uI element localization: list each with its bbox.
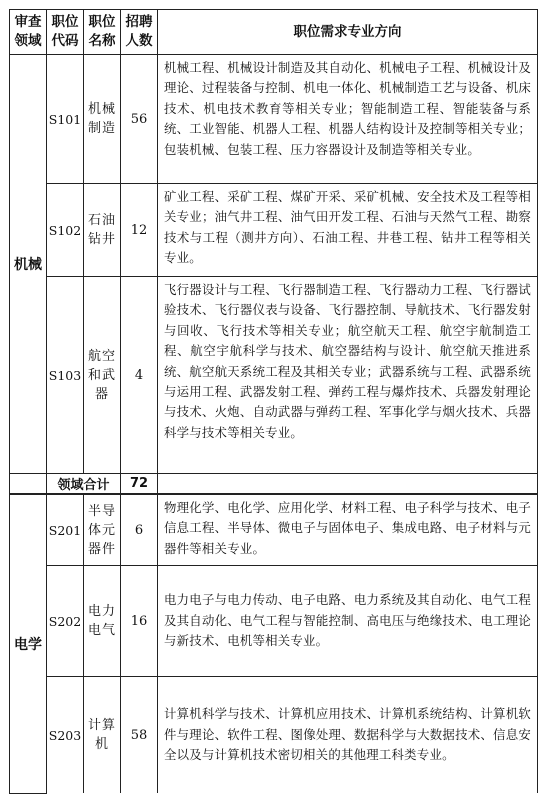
- position-requirements: 电力电子与电力传动、电子电路、电力系统及其自动化、电气工程及其自动化、电气工程与智能控制、高电压与绝缘技术、电工理论与新技术、电机等相关专业。: [158, 566, 538, 677]
- domain-cell: 机械: [10, 55, 47, 474]
- position-name: 航空和武器: [84, 277, 121, 474]
- section-total-row: [10, 474, 538, 495]
- table-row: [10, 677, 538, 794]
- position-name: 电力电气: [84, 566, 121, 677]
- table-row: [10, 184, 538, 277]
- position-name: 石油钻井: [84, 184, 121, 277]
- header-requirements: 职位需求专业方向: [158, 10, 538, 55]
- table-row: [10, 55, 538, 184]
- table-row: [10, 277, 538, 474]
- position-requirements: 计算机科学与技术、计算机应用技术、计算机系统结构、计算机软件与理论、软件工程、图像处理、数据科学与大数据技术、信息安全以及与计算机技术密切相关的其他理工科类专业。: [158, 677, 538, 794]
- position-code: S101: [47, 55, 84, 184]
- position-count: 56: [121, 55, 158, 184]
- position-code: S203: [47, 677, 84, 794]
- position-requirements: 机械工程、机械设计制造及其自动化、机械电子工程、机械设计及理论、过程装备与控制、机电一体化、机械制造工艺与设备、机床技术、机电技术教育等相关专业；智能制造工程、智能装备与系统、工业智能、机器人工程、机器人结构设计及控制等相关专业；包装机械、包装工程、压力容器设计及制造等相关专业。: [158, 55, 538, 184]
- total-count: 72: [121, 474, 158, 495]
- position-name: 机械制造: [84, 55, 121, 184]
- position-count: 6: [121, 494, 158, 566]
- recruitment-table: [9, 9, 538, 794]
- total-blank: [10, 474, 47, 495]
- position-code: S103: [47, 277, 84, 474]
- header-domain: 审查领域: [10, 10, 47, 55]
- position-requirements: 飞行器设计与工程、飞行器制造工程、飞行器动力工程、飞行器试验技术、飞行器仪表与设备、飞行器控制、导航技术、飞行器发射与回收、飞行技术等相关专业；航空航天工程、航空宇航制造工程、航空宇航科学与技术、航空器结构与设计、航空航天推进系统、航空航天系统工程及其相关专业；武器系统与工程、武器系统与运用工程、武器发射工程、弹药工程与爆炸技术、兵器发射理论与技术、火炮、自动武器与弹药工程、军事化学与烟火技术、兵器科学与技术等相关专业。: [158, 277, 538, 474]
- position-count: 4: [121, 277, 158, 474]
- position-code: S102: [47, 184, 84, 277]
- table-row: [10, 566, 538, 677]
- header-row: [10, 10, 538, 55]
- header-count: 招聘人数: [121, 10, 158, 55]
- total-requirements-blank: [158, 474, 538, 495]
- position-name: 计算机: [84, 677, 121, 794]
- header-name: 职位名称: [84, 10, 121, 55]
- position-count: 58: [121, 677, 158, 794]
- total-label: 领域合计: [47, 474, 121, 495]
- position-code: S201: [47, 494, 84, 566]
- position-requirements: 矿业工程、采矿工程、煤矿开采、采矿机械、安全技术及工程等相关专业；油气井工程、油气田开发工程、石油与天然气工程、勘察技术与工程（测井方向）、石油工程、井巷工程、钻井工程等相关专业。: [158, 184, 538, 277]
- position-requirements: 物理化学、电化学、应用化学、材料工程、电子科学与技术、电子信息工程、半导体、微电子与固体电子、集成电路、电子材料与元器件等相关专业。: [158, 494, 538, 566]
- header-code: 职位代码: [47, 10, 84, 55]
- table-row: [10, 494, 538, 566]
- position-code: S202: [47, 566, 84, 677]
- position-count: 16: [121, 566, 158, 677]
- domain-cell: 电学: [10, 494, 47, 793]
- position-count: 12: [121, 184, 158, 277]
- position-name: 半导体元器件: [84, 494, 121, 566]
